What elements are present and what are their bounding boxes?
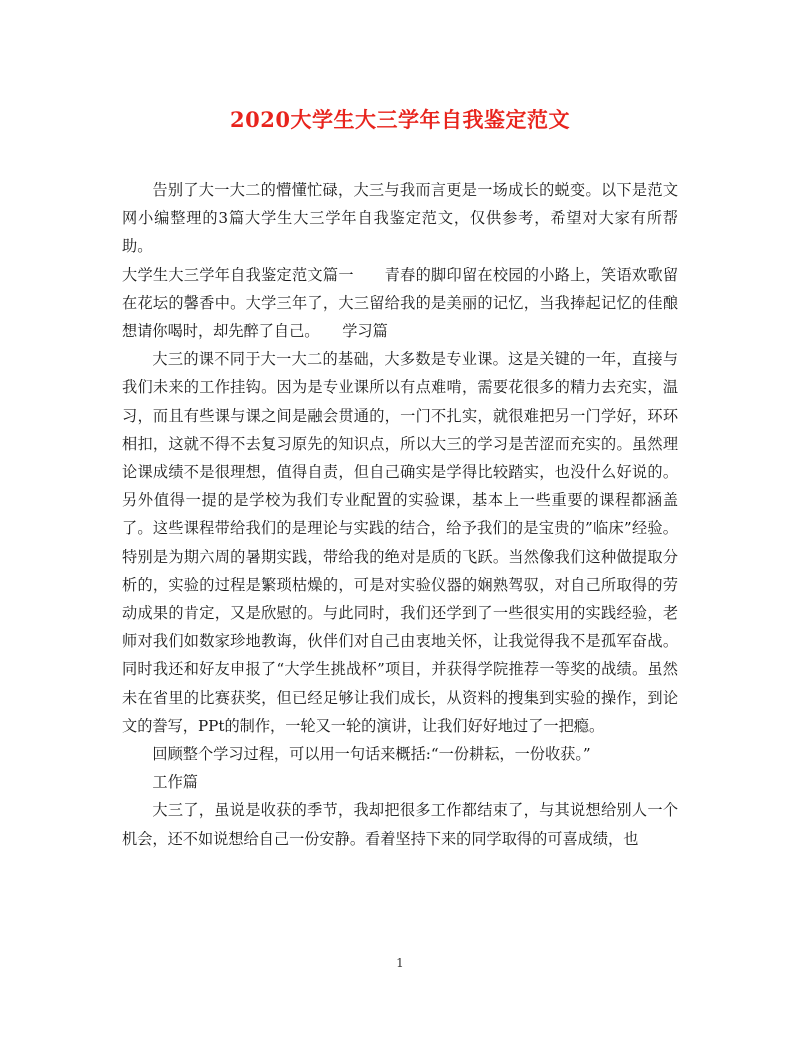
- section-one-paragraph: 大学生大三学年自我鉴定范文篇一 青春的脚印留在校园的小路上，笑语欢歌留在花坛的馨香中。大学三年了，大三留给我的是美丽的记忆，当我捧起记忆的佳酿想请你喝时，却先醉了自己。 学习篇: [122, 265, 678, 341]
- document-body: [122, 176, 678, 853]
- study-paragraph: 大三的课不同于大一大二的基础，大多数是专业课。这是关键的一年，直接与我们未来的工作挂钩。因为是专业课所以有点难啃，需要花很多的精力去充实，温习，而且有些课与课之间是融会贯通的，一门不扎实，就很难把另一门学好，环环相扣，这就不得不去复习原先的知识点，所以大三的学习是苦涩而充实的。虽然理论课成绩不是很理想，值得自责，但自己确实是学得比较踏实，也没什么好说的。另外值得一提的是学校为我们专业配置的实验课，基本上一些重要的课程都涵盖了。这些课程带给我们的是理论与实践的结合，给予我们的是宝贵的”临床”经验。特别是为期六周的暑期实践，带给我的绝对是质的飞跃。当然像我们这种做提取分析的，实验的过程是繁琐枯燥的，可是对实验仪器的娴熟驾驭，对自己所取得的劳动成果的肯定，又是欣慰的。与此同时，我们还学到了一些很实用的实践经验，老师对我们如数家珍地教诲，伙伴们对自己由衷地关怀，让我觉得我不是孤军奋战。同时我还和好友申报了“大学生挑战杯”项目，并获得学院推荐一等奖的战绩。虽然未在省里的比赛获奖，但已经足够让我们成长，从资料的搜集到实验的操作，到论文的誊写，PPt的制作，一轮又一轮的演讲，让我们好好地过了一把瘾。: [122, 350, 678, 735]
- work-section-heading: 工作篇: [152, 773, 198, 792]
- document-title: 2020大学生大三学年自我鉴定范文: [230, 107, 570, 132]
- intro-paragraph: 告别了大一大二的懵懂忙碌，大三与我而言更是一场成长的蜕变。以下是范文网小编整理的3篇大学生大三学年自我鉴定范文，仅供参考，希望对大家有所帮助。: [122, 181, 678, 256]
- work-paragraph: 大三了，虽说是收获的季节，我却把很多工作都结束了，与其说想给别人一个机会，还不如说想给自己一份安静。看着坚持下来的同学取得的可喜成绩，也: [122, 801, 678, 848]
- page-number: 1: [396, 956, 404, 970]
- summary-paragraph: 回顾整个学习过程，可以用一句话来概括:“一份耕耘，一份收获。”: [152, 745, 591, 764]
